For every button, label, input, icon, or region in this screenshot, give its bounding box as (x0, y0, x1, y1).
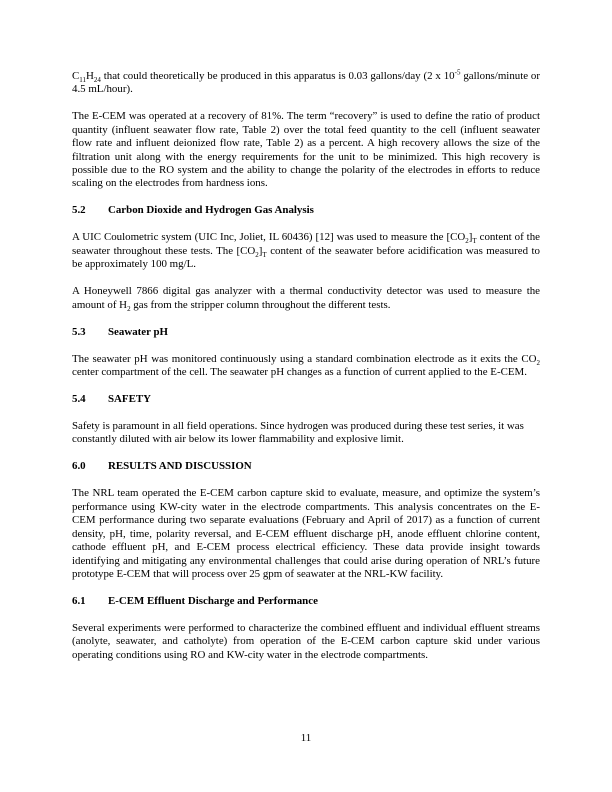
paragraph-fuel-production: $C_{11}H_{24}$ that could theoretically be produced in this apparatus is 0.03 gallons/day (2 x $10^{-5}$ gallons/minute or 4.5 mL/hour). (72, 68, 541, 96)
section-heading-5-2: 5.2 Carbon Dioxide and Hydrogen Gas Analysis (72, 204, 314, 217)
section-heading-5-4: 5.4 SAFETY (72, 393, 151, 406)
section-heading-5-3: 5.3 Seawater pH (72, 325, 168, 338)
paragraph-experiments: Several experiments were performed to characterize the combined effluent and individual effluent streams (anolyte, seawater, and catholyte) from operation of the E-CEM carbon capture skid under various operating conditions using RO and KW-city water in the electrode compartments. (72, 621, 540, 661)
page-number: 11 (300, 732, 312, 744)
paragraph-recovery: The E-CEM was operated at a recovery of 81%. The term “recovery” is used to define the ratio of product quantity (influent seawater flow rate, Table 2) over the total feed quantity to the cell (influent seawater flow rate and influent deionized flow rate, Table 2) as a percent. A high recovery allows the size of the filtration unit along with the energy requirements for the unit to be minimized. This high recovery is possible due to the RO system and the ability to change the polarity of the electrodes in efforts to reduce scaling on the electrodes from hardness ions. (72, 110, 540, 190)
paragraph-seawater-ph: The seawater pH was monitored continuously using a standard combination electrode as it exits the $CO_2$ center compartment of the cell. The seawater pH changes as a function of current applied to the E-CEM. (72, 352, 540, 379)
paragraph-gas-analyzer: A Honeywell 7866 digital gas analyzer with a thermal conductivity detector was used to measure the amount of $H_2$ gas from the stripper column throughout the different tests. (72, 285, 540, 313)
page-body (72, 70, 540, 676)
paragraph-results: The NRL team operated the E-CEM carbon capture skid to evaluate, measure, and optimize the system’s performance using KW-city water in the electrode compartments. This analysis concentrates on the E-CEM performance during two separate evaluations (February and April of 2017) as a function of current density, pH, time, polarity reversal, and E-CEM effluent discharge pH, anode effluent chlorine content, cathode effluent pH, and E-CEM process electrical efficiency. These data provide insight towards identifying and mitigating any environmental challenges that could arise during operation of NRL’s future prototype E-CEM that will process over 25 gpm of seawater at the NRL-KW facility. (72, 487, 540, 580)
paragraph-coulometric: A UIC Coulometric system (UIC Inc, Joliet, IL 60436) [12] was used to measure the $[CO_2]_T$ content of the seawater throughout these tests. The $[CO_2]_T$ content of the seawater before acidification was measured to be approximately 100 mg/L. (72, 231, 540, 271)
paragraph-safety: Safety is paramount in all field operations. Since hydrogen was produced during these test series, it was constantly diluted with air below its lower flammability and explosive limit. (72, 420, 524, 446)
section-heading-6-1: 6.1 E-CEM Effluent Discharge and Performance (72, 594, 318, 607)
section-heading-6-0: 6.0 RESULTS AND DISCUSSION (72, 460, 252, 473)
